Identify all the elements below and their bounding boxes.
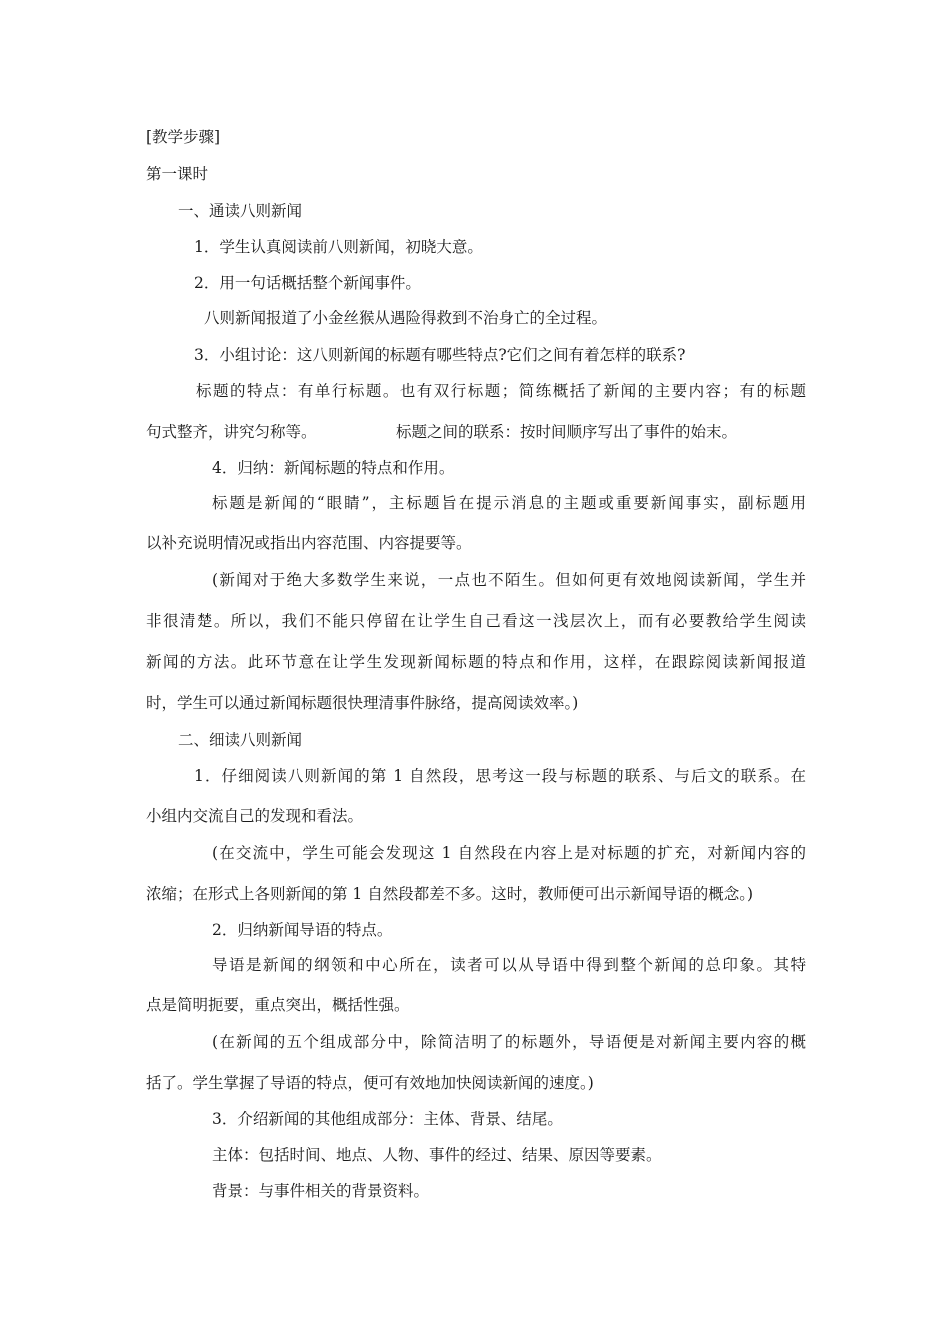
- section-1-step-2: 2．用一句话概括整个新闻事件。: [194, 274, 421, 292]
- section-1-step-3-answer-line-2b: 标题之间的联系：按时间顺序写出了事件的始末。: [396, 423, 738, 441]
- section-1-note-line-2: 非很清楚。所以，我们不能只停留在让学生自己看这一浅层次上，而有必要教给学生阅读: [146, 612, 806, 630]
- section-1-step-3: 3．小组讨论：这八则新闻的标题有哪些特点?它们之间有着怎样的联系?: [194, 346, 686, 364]
- section-1-note-line-1: (新闻对于绝大多数学生来说，一点也不陌生。但如何更有效地阅读新闻，学生并: [212, 571, 806, 589]
- section-2-step-2-answer-line-1: 导语是新闻的纲领和中心所在，读者可以从导语中得到整个新闻的总印象。其特: [212, 956, 806, 974]
- section-1-note-line-4: 时，学生可以通过新闻标题很快理清事件脉络，提高阅读效率。): [146, 694, 579, 712]
- section-2-step-3: 3．介绍新闻的其他组成部分：主体、背景、结尾。: [212, 1110, 563, 1128]
- section-2-step-2-answer-line-2: 点是简明扼要，重点突出，概括性强。: [146, 996, 410, 1014]
- section-2-note-2-line-2: 括了。学生掌握了导语的特点，便可有效地加快阅读新闻的速度。): [146, 1074, 594, 1092]
- lesson-label: 第一课时: [146, 165, 209, 183]
- section-1-step-2-answer: 八则新闻报道了小金丝猴从遇险得救到不治身亡的全过程。: [204, 309, 608, 327]
- section-1-note-line-3: 新闻的方法。此环节意在让学生发现新闻标题的特点和作用，这样，在跟踪阅读新闻报道: [146, 653, 806, 671]
- body-definition: 主体：包括时间、地点、人物、事件的经过、结果、原因等要素。: [212, 1146, 662, 1164]
- section-1-step-3-answer-line-2a: 句式整齐，讲究匀称等。: [146, 423, 317, 441]
- section-1-step-1: 1．学生认真阅读前八则新闻，初晓大意。: [194, 238, 483, 256]
- section-2-step-2: 2．归纳新闻导语的特点。: [212, 921, 393, 939]
- teaching-steps-heading: [教学步骤]: [146, 128, 221, 146]
- section-1-step-4: 4．归纳：新闻标题的特点和作用。: [212, 459, 455, 477]
- background-definition: 背景：与事件相关的背景资料。: [212, 1182, 430, 1200]
- section-1-step-4-answer-line-1: 标题是新闻的“眼睛”，主标题旨在提示消息的主题或重要新闻事实，副标题用: [212, 494, 806, 512]
- section-2-step-1-line-1: 1．仔细阅读八则新闻的第 1 自然段，思考这一段与标题的联系、与后文的联系。在: [194, 767, 806, 785]
- section-2-note-1-line-1: (在交流中，学生可能会发现这 1 自然段在内容上是对标题的扩充，对新闻内容的: [212, 844, 806, 862]
- section-2-step-1-line-2: 小组内交流自己的发现和看法。: [146, 807, 364, 825]
- section-1-title: 一、通读八则新闻: [178, 202, 303, 220]
- section-1-step-4-answer-line-2: 以补充说明情况或指出内容范围、内容提要等。: [146, 534, 472, 552]
- section-2-title: 二、细读八则新闻: [178, 731, 303, 749]
- section-1-step-3-answer-line-1: 标题的特点：有单行标题。也有双行标题；简练概括了新闻的主要内容；有的标题: [196, 382, 806, 400]
- section-2-note-2-line-1: (在新闻的五个组成部分中，除简洁明了的标题外，导语便是对新闻主要内容的概: [212, 1033, 806, 1051]
- section-2-note-1-line-2: 浓缩；在形式上各则新闻的第 1 自然段都差不多。这时，教师便可出示新闻导语的概念。): [146, 885, 754, 903]
